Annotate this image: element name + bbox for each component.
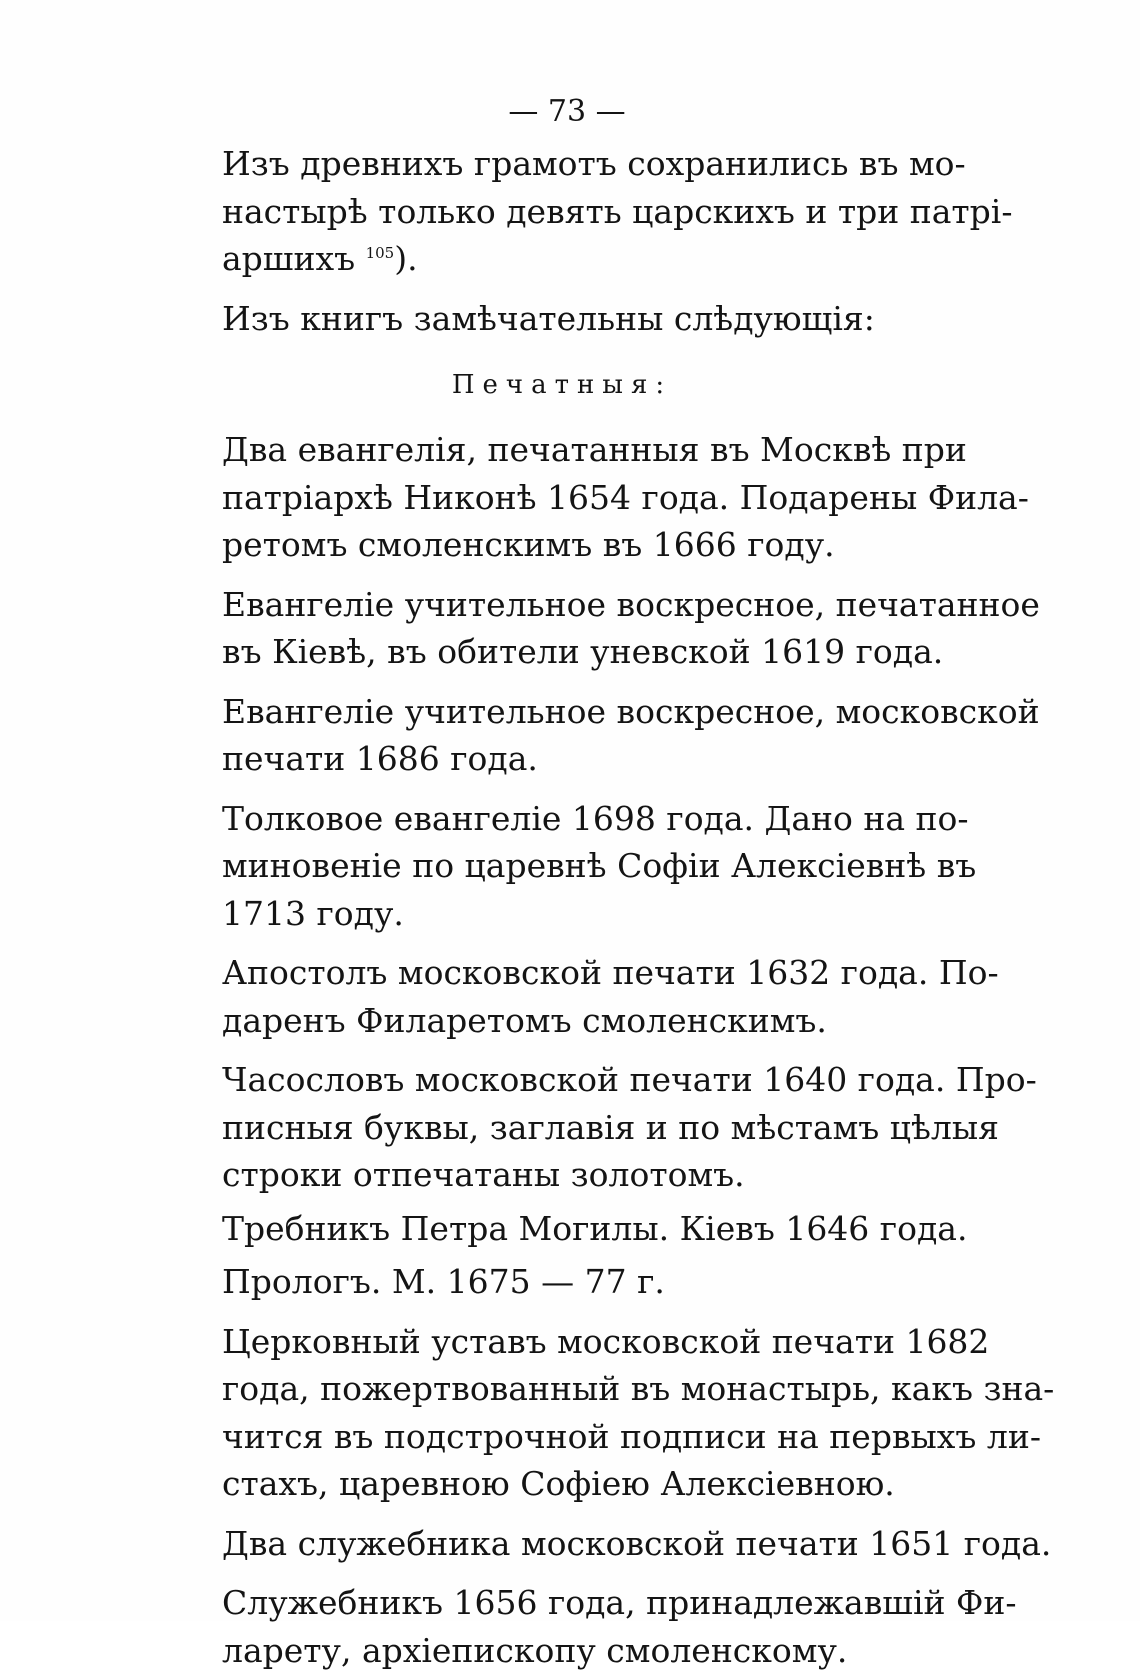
text-line: миновеніе по царевнѣ Софіи Алексіевнѣ въ	[188, 842, 936, 890]
text-line: даренъ Филаретомъ смоленскимъ.	[188, 997, 936, 1045]
text-line: Прологъ. М. 1675 — 77 г.	[188, 1258, 936, 1306]
text-line: строки отпечатаны золотомъ.	[188, 1151, 936, 1199]
text-line: печати 1686 года.	[188, 735, 936, 783]
page-number: — 73 —	[198, 84, 936, 140]
text-fragment: ).	[394, 239, 417, 278]
paragraph-charters	[188, 140, 936, 283]
entry-church-typikon	[188, 1318, 936, 1508]
entry-horologion	[188, 1056, 936, 1199]
text-line: 1713 году.	[188, 890, 936, 938]
text-line: настырѣ только девять царскихъ и три патрі-	[188, 188, 936, 236]
page-text	[188, 84, 936, 1674]
paragraph-books-intro	[188, 295, 936, 343]
text-line: Евангеліе учительное воскресное, московской	[188, 688, 936, 736]
text-line: года, пожертвованный въ монастырь, какъ зна-	[188, 1365, 936, 1413]
entry-two-sluzhebniks	[188, 1520, 936, 1568]
text-line	[188, 235, 936, 283]
text-fragment: аршихъ	[222, 239, 355, 278]
entry-two-gospels	[188, 426, 936, 569]
text-line: въ Кіевѣ, въ обители уневской 1619 года.	[188, 628, 936, 676]
footnote-reference: 105	[366, 244, 395, 262]
section-heading: Печатныя:	[188, 356, 936, 414]
text-line: стахъ, царевною Софіею Алексіевною.	[188, 1460, 936, 1508]
entry-trebnik	[188, 1205, 936, 1253]
text-line: Служебникъ 1656 года, принадлежавшій Фи-	[188, 1579, 936, 1627]
text-line: Толковое евангеліе 1698 года. Дано на по-	[188, 795, 936, 843]
text-line: ларету, архіепископу смоленскому.	[188, 1627, 936, 1674]
text-line: Церковный уставъ московской печати 1682	[188, 1318, 936, 1366]
text-line: Два евангелія, печатанныя въ Москвѣ при	[188, 426, 936, 474]
entry-gospel-kiev	[188, 581, 936, 676]
text-line: чится въ подстрочной подписи на первыхъ ли-	[188, 1413, 936, 1461]
text-line: Апостолъ московской печати 1632 года. По-	[188, 949, 936, 997]
entry-sluzhebnik-1656	[188, 1579, 936, 1674]
text-line: ретомъ смоленскимъ въ 1666 году.	[188, 521, 936, 569]
entry-apostle	[188, 949, 936, 1044]
entry-prologue	[188, 1258, 936, 1306]
text-line: Два служебника московской печати 1651 года.	[188, 1520, 936, 1568]
text-line: Изъ книгъ замѣчательны слѣдующія:	[188, 295, 936, 343]
text-line: Требникъ Петра Могилы. Кіевъ 1646 года.	[188, 1205, 936, 1253]
entry-commentary-gospel	[188, 795, 936, 938]
text-line: патріархѣ Никонѣ 1654 года. Подарены Фила-	[188, 474, 936, 522]
text-line: Евангеліе учительное воскресное, печатанное	[188, 581, 936, 629]
text-line: Часословъ московской печати 1640 года. Про-	[188, 1056, 936, 1104]
entry-gospel-moscow	[188, 688, 936, 783]
text-line: писныя буквы, заглавія и по мѣстамъ цѣлыя	[188, 1104, 936, 1152]
text-line: Изъ древнихъ грамотъ сохранились въ мо-	[188, 140, 936, 188]
